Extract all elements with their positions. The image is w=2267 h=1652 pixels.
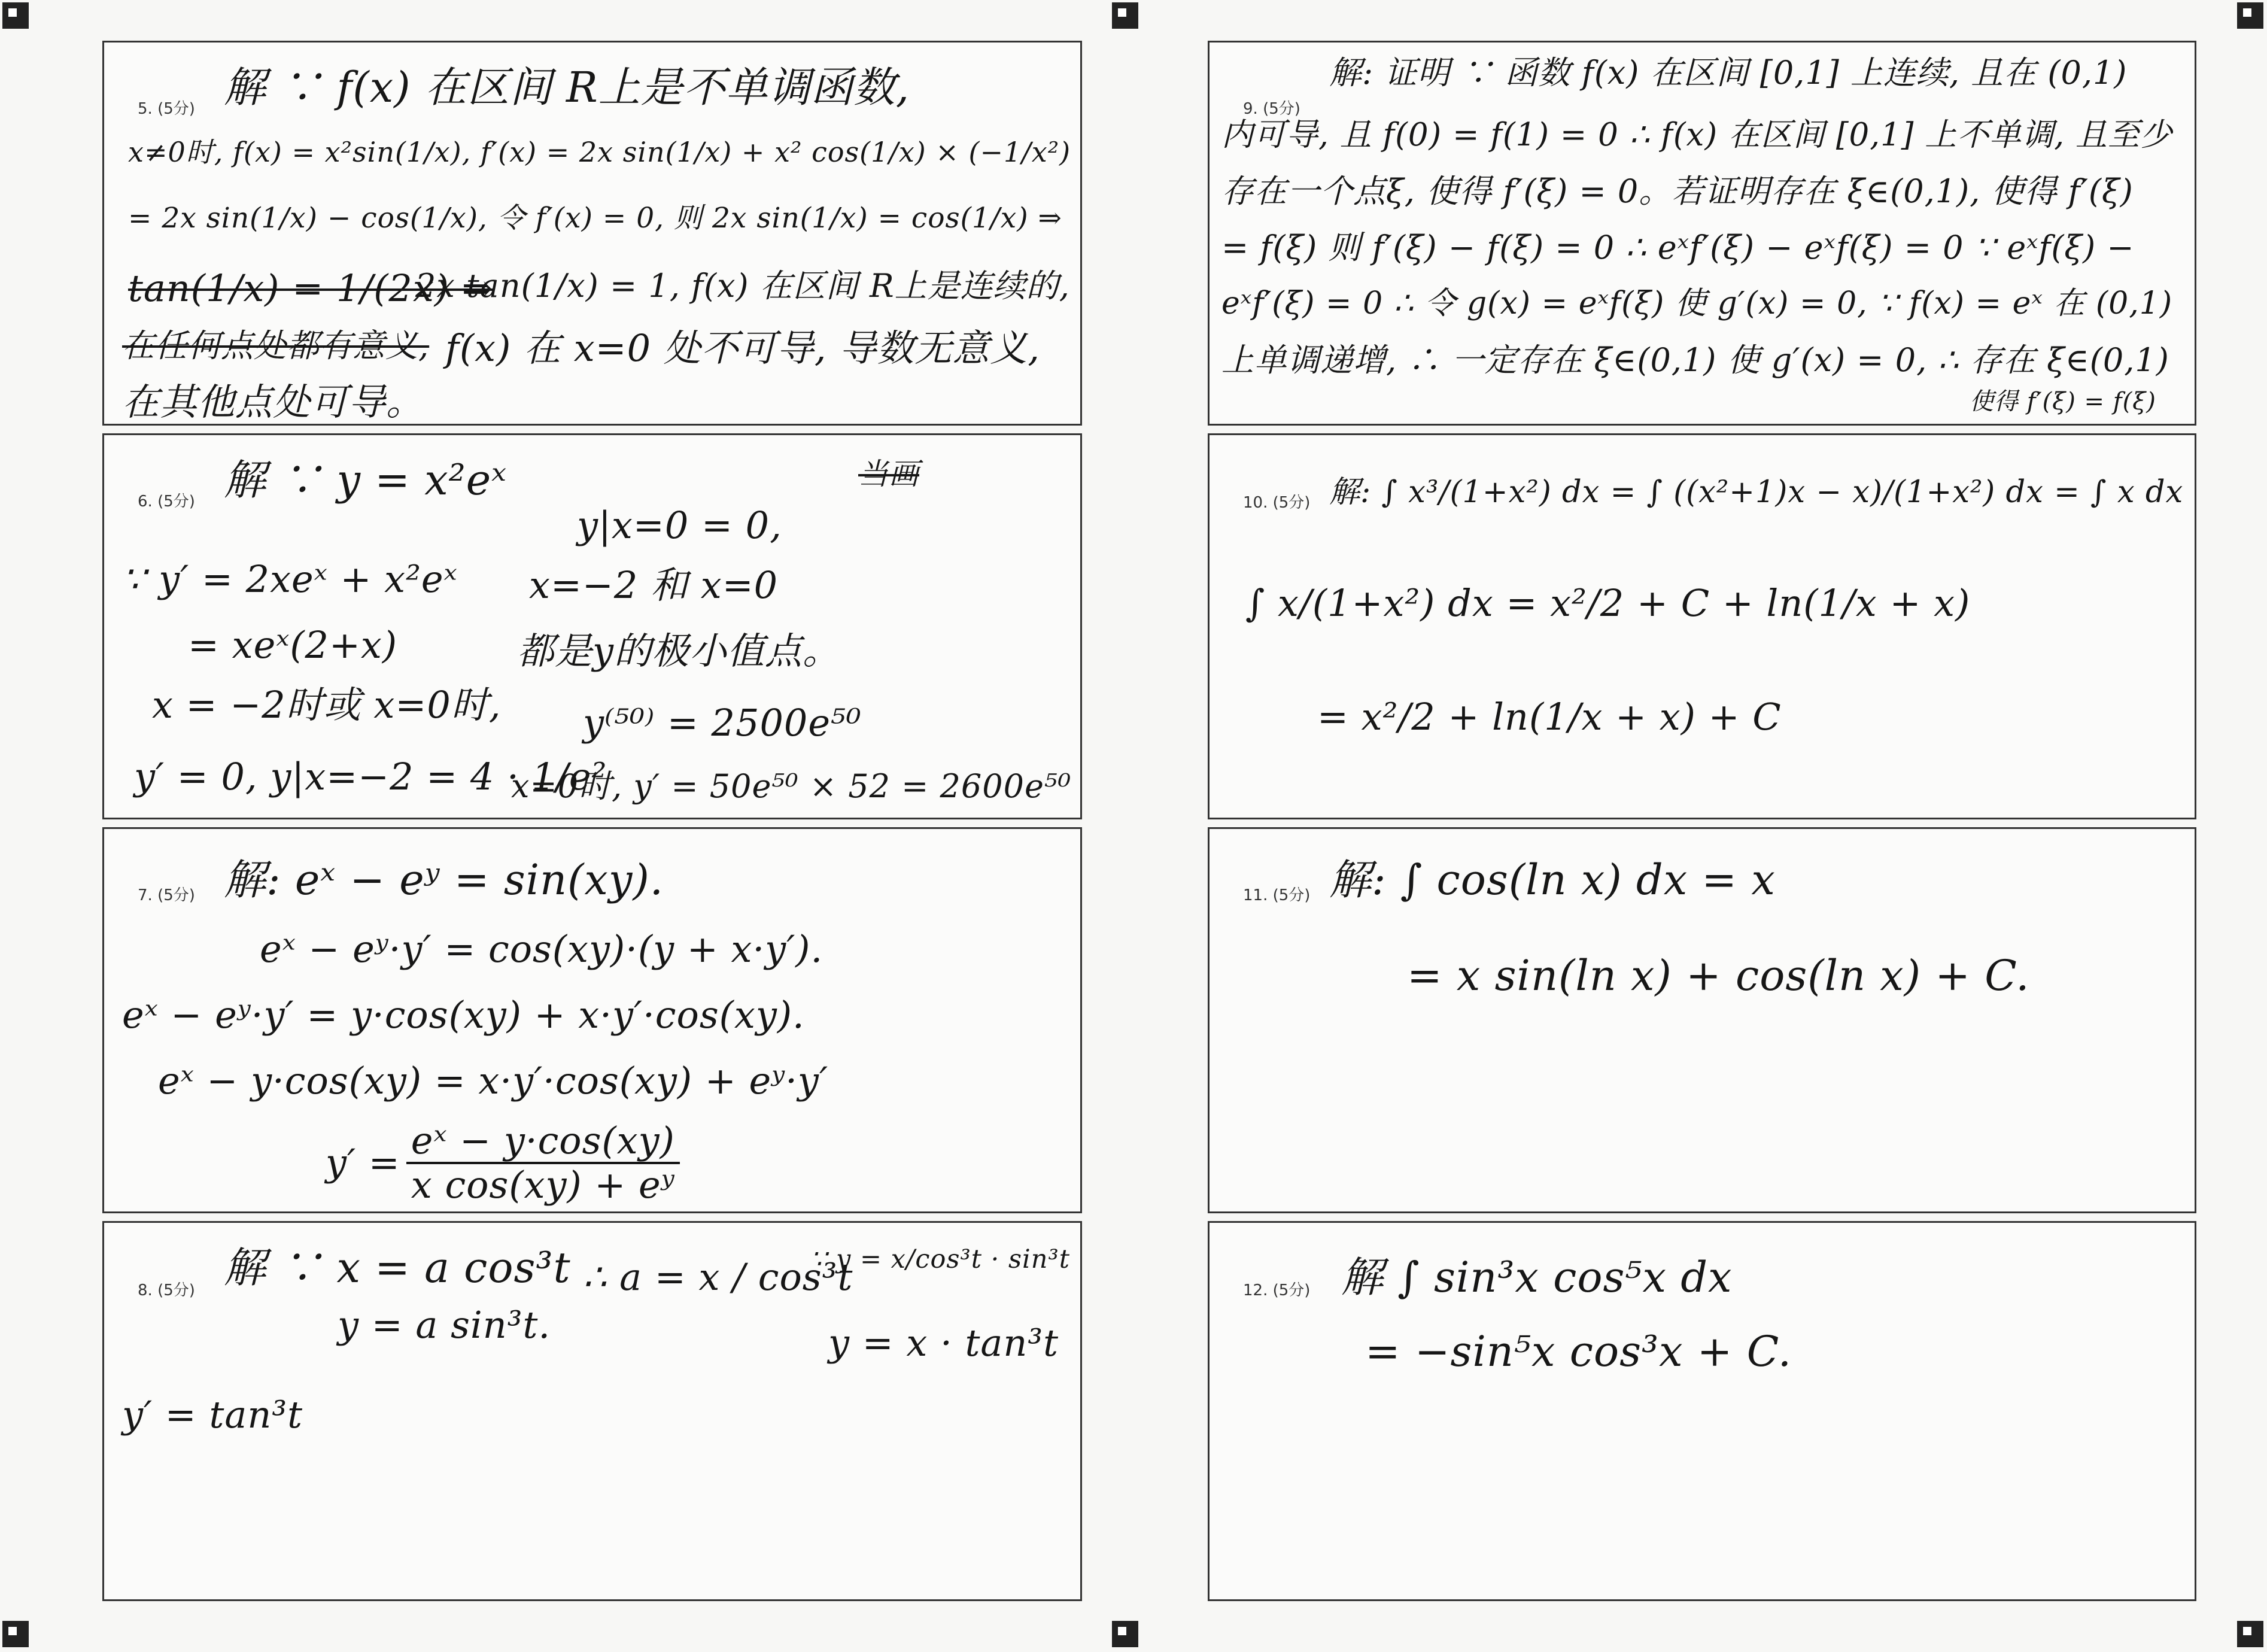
fraction (406, 1119, 680, 1207)
answer-line: eˣ − eʸ·y′ = cos(xy)·(y + x·y′). (260, 927, 823, 971)
answer-line: 在其他点处可导。 (122, 380, 424, 424)
answer-box-q10 (1208, 433, 2196, 819)
answer-box-q7 (102, 827, 1082, 1213)
answer-line: x=0时, y′ = 50e⁵⁰ × 52 = 2600e⁵⁰ (511, 767, 1072, 805)
answer-box-q12 (1208, 1221, 2196, 1601)
answer-line: y⁽⁵⁰⁾ = 2500e⁵⁰ (583, 701, 862, 745)
question-number: 7. (5分) (138, 886, 195, 904)
answer-line: 解: eˣ − eʸ = sin(xy). (224, 855, 664, 904)
question-number: 12. (5分) (1243, 1281, 1311, 1299)
answer-line: 上单调递增, ∴ 一定存在 ξ∈(0,1) 使 g′(x) = 0, ∴ 存在 ξ∈(0,1) (1221, 341, 2169, 379)
answer-line: y = x · tan³t (828, 1321, 1059, 1365)
answer-line: eˣf′(ξ) = 0 ∴ 令 g(x) = eˣf(ξ) 使 g′(x) = 0, ∵ f(x) = eˣ 在 (0,1) (1221, 286, 2173, 321)
answer-line: eˣ − y·cos(xy) = x·y′·cos(xy) + eʸ·y′ (158, 1059, 829, 1103)
question-number: 8. (5分) (138, 1281, 195, 1299)
alignment-marker (2237, 2, 2263, 29)
answer-line: 存在一个点ξ, 使得 f′(ξ) = 0。若证明存在 ξ∈(0,1), 使得 f′(ξ) (1221, 172, 2134, 210)
answer-line: = 2x sin(1/x) − cos(1/x), 令 f′(x) = 0, 则 2x sin(1/x) = cos(1/x) ⇒ (128, 202, 1062, 235)
question-number: 11. (5分) (1243, 886, 1311, 904)
derivative-result (326, 1119, 686, 1207)
answer-line: 内可导, 且 f(0) = f(1) = 0 ∴ f(x) 在区间 [0,1] 上不单调, 且至少 (1221, 117, 2173, 153)
question-number: 9. (5分) (1243, 100, 1300, 118)
answer-box-q11 (1208, 827, 2196, 1213)
struck-text: tan(1/x) = 1/(2x) ⇒ (128, 266, 494, 310)
answer-line: ∫ x/(1+x²) dx = x²/2 + C + ln(1/x + x) (1245, 581, 1971, 625)
answer-line: y′ = (326, 1141, 400, 1185)
answer-line: = −sin⁵x cos³x + C. (1365, 1327, 1792, 1376)
answer-line: f(x) 在 x=0 处不可导, 导数无意义, (445, 326, 1040, 370)
answer-line: 解 ∵ x = a cos³t (224, 1243, 571, 1292)
answer-line: y′ = 0, y|x=−2 = 4 · 1/e² (134, 755, 607, 798)
answer-line: = xeˣ(2+x) (188, 623, 398, 667)
answer-line: 都是y的极小值点。 (517, 629, 841, 673)
answer-line: 2x tan(1/x) = 1, f(x) 在区间 R上是连续的, (415, 267, 1070, 305)
answer-box-q5 (102, 41, 1082, 426)
answer-line: ∵ y = x/cos³t · sin³t (810, 1244, 1071, 1274)
answer-line: 解 ∵ y = x²eˣ (224, 455, 508, 505)
answer-line: x=−2 和 x=0 (529, 563, 779, 607)
answer-line: ∴ a = x / cos³t (583, 1255, 853, 1299)
alignment-marker (2237, 1621, 2263, 1647)
answer-line: ∵ y′ = 2xeˣ + x²eˣ (122, 557, 458, 601)
answer-line: = x sin(ln x) + cos(ln x) + C. (1407, 951, 2030, 1000)
alignment-marker (2, 2, 29, 29)
alignment-marker (1112, 2, 1138, 29)
answer-line: 解: ∫ cos(ln x) dx = x (1329, 855, 1776, 904)
answer-line: y|x=0 = 0, (577, 503, 782, 547)
answer-line: 解: 证明 ∵ 函数 f(x) 在区间 [0,1] 上连续, 且在 (0,1) (1329, 54, 2128, 92)
numerator: eˣ − y·cos(xy) (406, 1122, 680, 1164)
alignment-marker (1112, 1621, 1138, 1647)
answer-line: 解 ∵ f(x) 在区间 R上是不单调函数, (224, 63, 910, 112)
answer-line: eˣ − eʸ·y′ = y·cos(xy) + x·y′·cos(xy). (122, 993, 805, 1037)
question-number: 6. (5分) (138, 493, 195, 511)
answer-line: 使得 f′(ξ) = f(ξ) (1970, 388, 2156, 415)
answer-line: x = −2时或 x=0时, (152, 683, 502, 727)
alignment-marker (2, 1621, 29, 1647)
struck-text: 在任何点处都有意义, (122, 327, 430, 365)
answer-line: x≠0时, f(x) = x²sin(1/x), f′(x) = 2x sin(1/x) + x² cos(1/x) × (−1/x²) (128, 136, 1071, 168)
answer-line: y = a sin³t. (338, 1303, 551, 1347)
answer-line: = x²/2 + ln(1/x + x) + C (1317, 695, 1782, 739)
answer-box-q8 (102, 1221, 1082, 1601)
answer-line: y′ = tan³t (122, 1393, 303, 1437)
struck-text: 当画 (858, 457, 919, 491)
question-number: 5. (5分) (138, 100, 195, 118)
answer-line: = f(ξ) 则 f′(ξ) − f(ξ) = 0 ∴ eˣf′(ξ) − eˣf(ξ) = 0 ∵ eˣf(ξ) − (1221, 229, 2135, 266)
answer-box-q9 (1208, 41, 2196, 426)
question-number: 10. (5分) (1243, 494, 1311, 512)
denominator: x cos(xy) + eʸ (411, 1163, 675, 1207)
answer-line: 解: ∫ x³/(1+x²) dx = ∫ ((x²+1)x − x)/(1+x²) dx = ∫ x dx (1329, 475, 2184, 510)
answer-box-q6 (102, 433, 1082, 819)
answer-line: 解 ∫ sin³x cos⁵x dx (1341, 1253, 1733, 1302)
